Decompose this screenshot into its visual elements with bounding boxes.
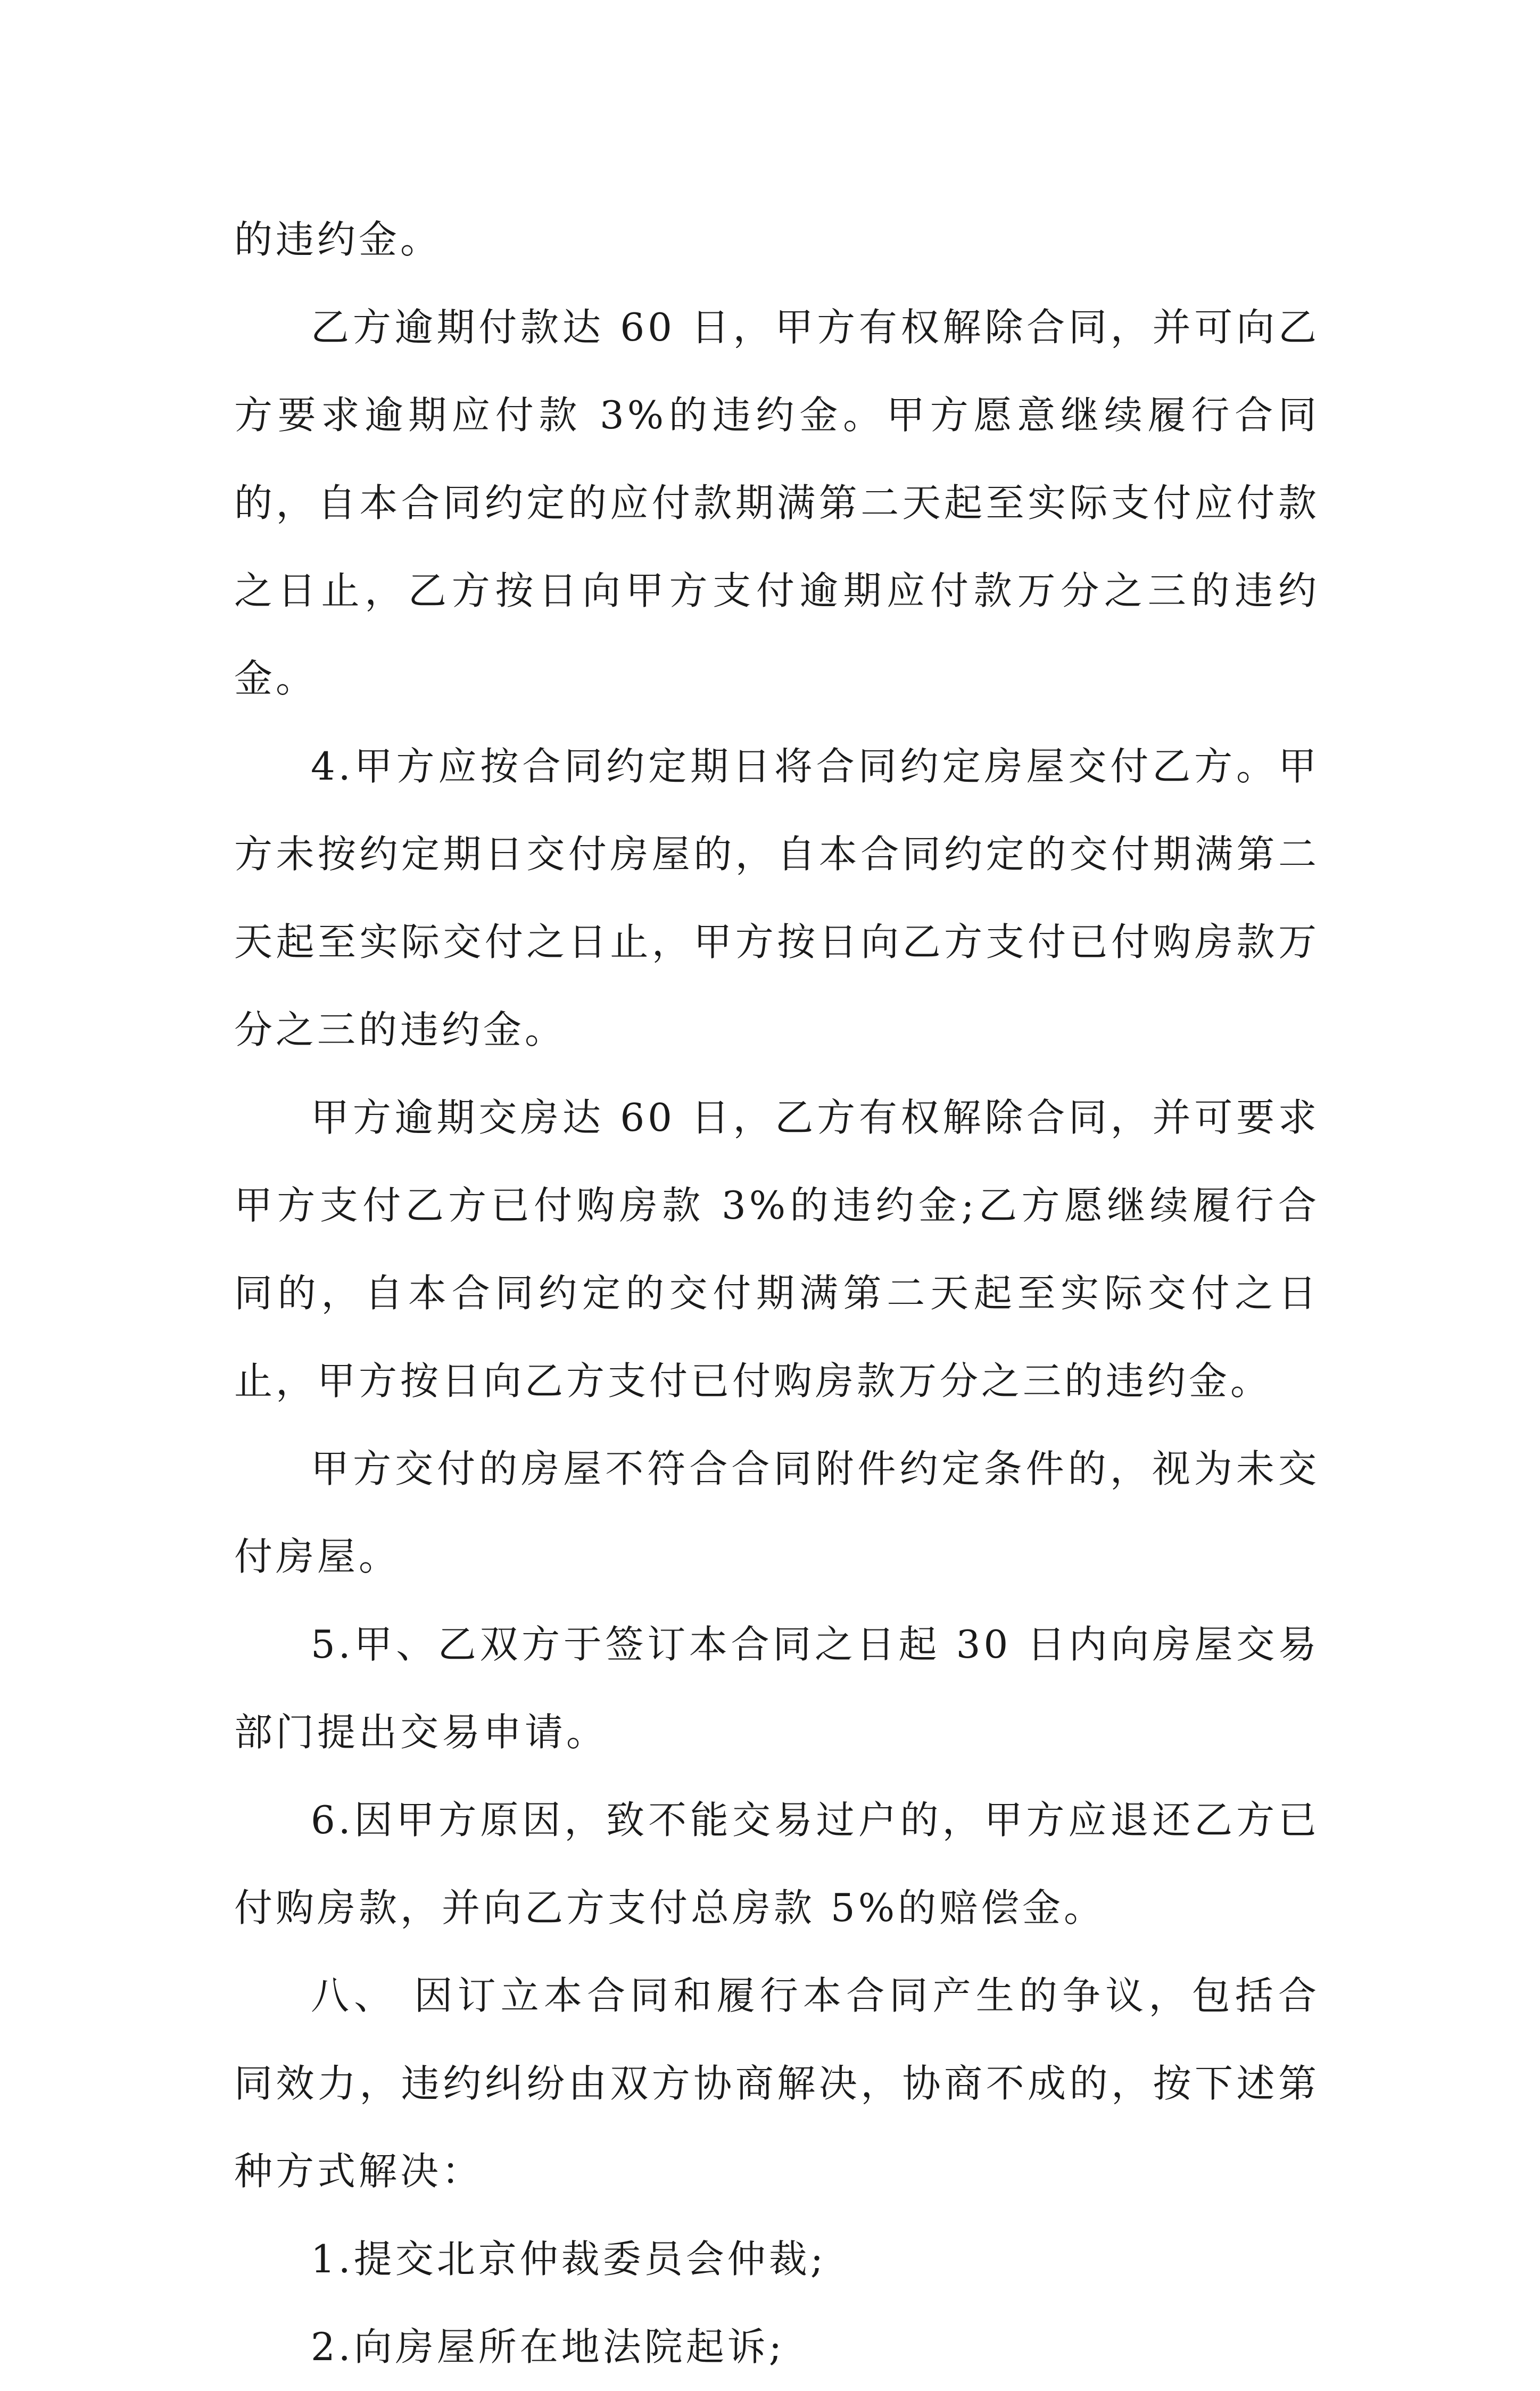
paragraph-clause-4: 4.甲方应按合同约定期日将合同约定房屋交付乙方。甲方未按约定期日交付房屋的，自本合同约定的交付期满第二天起至实际交付之日止，甲方按日向乙方支付已付购房款万分之三的违约金。 [234,744,1320,1052]
paragraph-option-1: 1.提交北京仲裁委员会仲裁; [311,2237,826,2281]
paragraph-late-delivery: 甲方逾期交房达 60 日，乙方有权解除合同，并可要求甲方支付乙方已付购房款 3%的违约金;乙方愿继续履行合同的，自本合同约定的交付期满第二天起至实际交付之日止，甲方按日向乙方支付已付购房款万分之三的违约金。 [234,1095,1320,1403]
contract-body [234,196,1320,2391]
paragraph-clause-6: 6.因甲方原因，致不能交易过户的，甲方应退还乙方已付购房款，并向乙方支付总房款 5%的赔偿金。 [234,1798,1320,1930]
paragraph-option-2: 2.向房屋所在地法院起诉; [311,2324,785,2369]
paragraph-continuation: 的违约金。 [234,217,442,262]
paragraph-nonconforming-house: 甲方交付的房屋不符合合同附件约定条件的，视为未交付房屋。 [234,1446,1320,1579]
paragraph-section-8: 八、 因订立本合同和履行本合同产生的争议，包括合同效力，违约纠纷由双方协商解决，协商不成的，按下述第种方式解决： [234,1973,1320,2194]
paragraph-clause-5: 5.甲、乙双方于签订本合同之日起 30 日内向房屋交易部门提出交易申请。 [234,1622,1320,1755]
paragraph-late-payment: 乙方逾期付款达 60 日，甲方有权解除合同，并可向乙方要求逾期应付款 3%的违约金。甲方愿意继续履行合同的，自本合同约定的应付款期满第二天起至实际支付应付款之日止，乙方按日向甲方支付逾期应付款万分之三的违约金。 [234,305,1320,701]
